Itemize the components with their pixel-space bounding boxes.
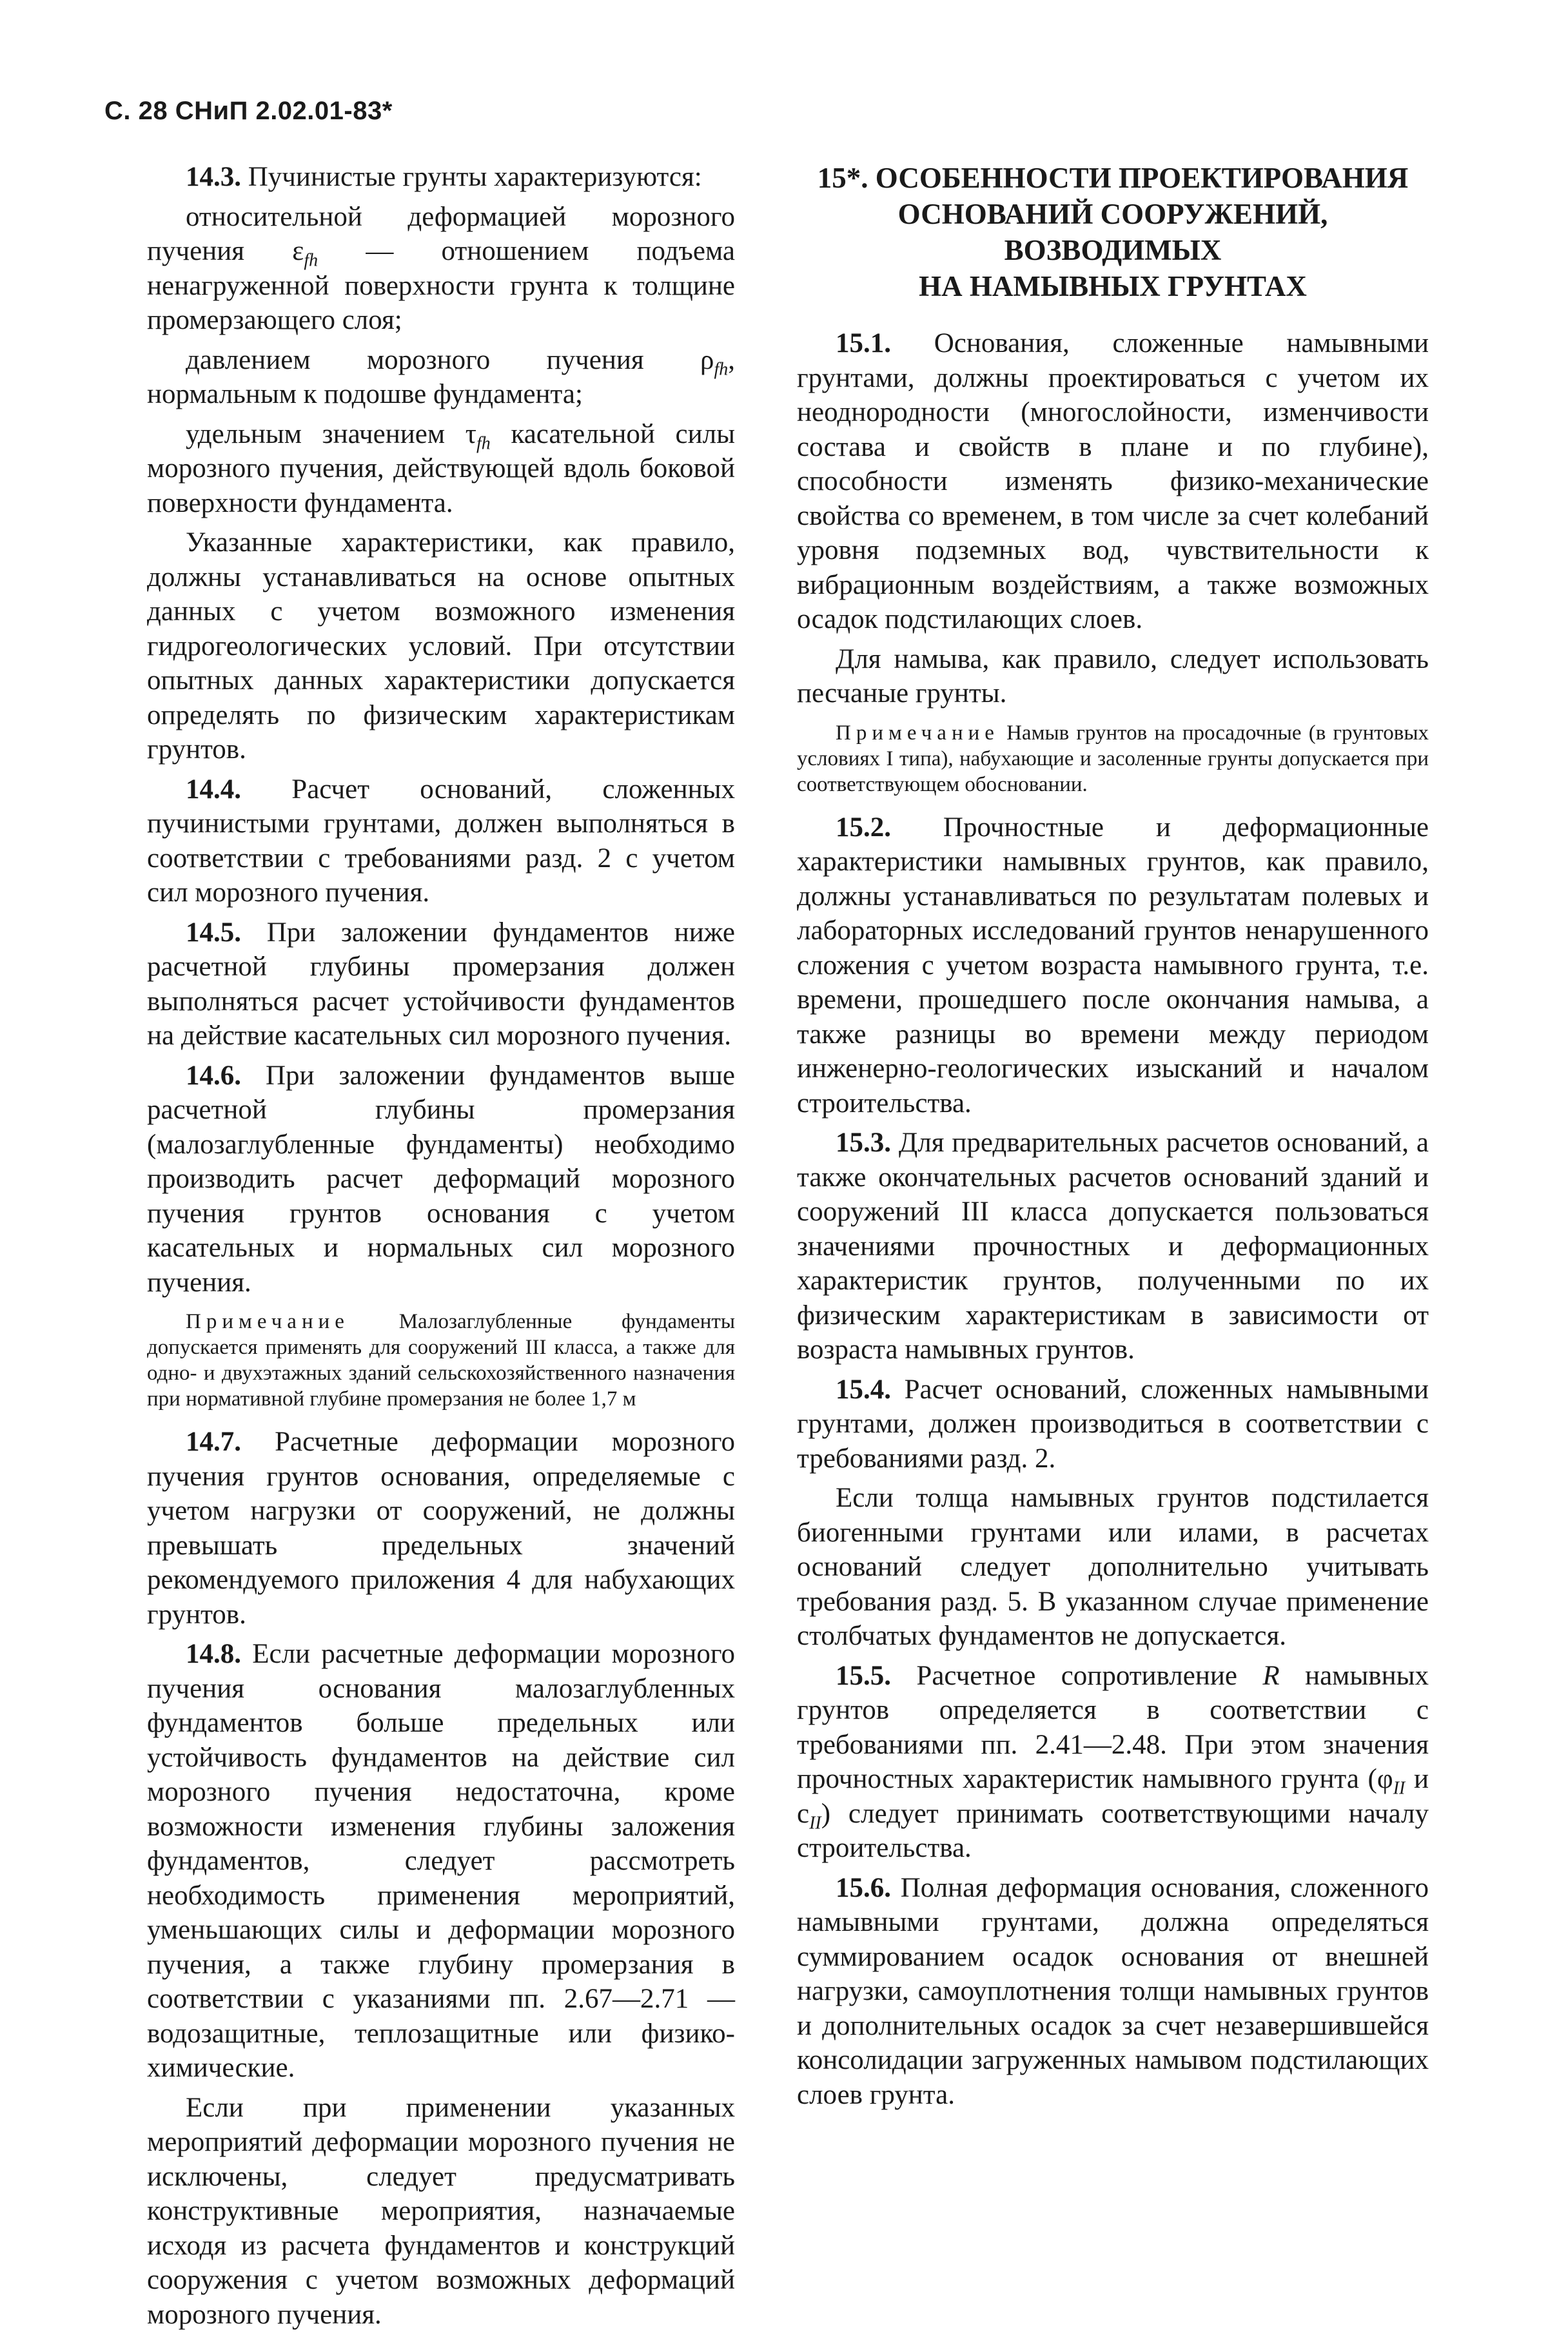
paragraph-14-5: 14.5. При заложении фундаментов ниже расчетной глубины промерзания должен выполняться расчет устойчивости фундаментов на действие касательных сил морозного пучения. — [147, 917, 735, 1051]
paragraph-15-2: 15.2. Прочностные и деформационные характеристики намывных грунтов, как правило, должны устанавливаться по результатам полевых и лабораторных исследований грунтов ненарушенного сложения с учетом возраста намывного грунта, т.е. времени, прошедшего после окончания намыва, а также разницы во времени между периодом инженерно-геологических изысканий и началом строительства. — [797, 812, 1429, 1119]
paragraph-14-3-a: относительной деформацией морозного пучения $\varepsilon_{fh}$ — отношением подъема ненагруженной поверхности грунта к толщине промерзающего слоя; — [147, 201, 735, 335]
paragraph-14-8: 14.8. Если расчетные деформации морозного пучения основания малозаглубленных фундаментов больше предельных или устойчивость фундаментов на действие сил морозного пучения недостаточна, кроме возможности изменения глубины заложения фундаментов, следует рассмотреть необходимость применения мероприятий, уменьшающих силы и деформации морозного пучения, а также глубину промерзания в соответствии с указаниями пп. 2.67—2.71 — водозащитные, теплозащитные или физико-химические. — [147, 1639, 735, 2083]
page-header: С. 28 СНиП 2.02.01-83* — [104, 97, 393, 125]
section-15-title: 15*. ОСОБЕННОСТИ ПРОЕКТИРОВАНИЯ ОСНОВАНИЙ СООРУЖЕНИЙ, ВОЗВОДИМЫХ НА НАМЫВНЫХ ГРУНТАХ — [817, 162, 1409, 302]
note-14-6: Примечание Малозаглубленные фундаменты допускается применять для сооружений III класса, а также для одно- и двухэтажных зданий сельскохозяйственного назначения при нормативной глубине промерзания не более 1,7 м — [147, 1310, 735, 1411]
paragraph-15-1: 15.1. Основания, сложенные намывными грунтами, должны проектироваться с учетом их неоднородности (многослойности, изменчивости состава и свойств в плане и по глубине), способности изменять физико-механические свойства со временем, в том числе за счет колебаний уровня подземных вод, чувствительности к вибрационным воздействиям, а также возможных осадок подстилающих слоев. — [797, 328, 1429, 634]
left-column — [147, 160, 735, 2337]
paragraph-15-1-b: Для намыва, как правило, следует использовать песчаные грунты. — [797, 643, 1429, 709]
paragraph-15-5: 15.5. Расчетное сопротивление R намывных грунтов определяется в соответствии с требованиями пп. 2.41—2.48. При этом значения прочностных характеристик намывного грунта ($\varphi_{II}$ и $c_{II}$) следует принимать соответствующими началу строительства. — [797, 1660, 1429, 1863]
paragraph-14-8-b: Если при применении указанных мероприятий деформации морозного пучения не исключены, следует предусматривать конструктивные мероприятия, назначаемые исходя из расчета фундаментов и конструкций сооружения с учетом возможных деформаций морозного пучения. — [147, 2092, 735, 2330]
paragraph-14-3-b: давлением морозного пучения $\rho_{fh}$, нормальным к подошве фундамента; — [147, 344, 735, 409]
note-15-1: Примечание Намыв грунтов на просадочные (в грунтовых условиях I типа), набухающие и засоленные грунты допускается при соответствующем обосновании. — [797, 721, 1429, 796]
paragraph-14-3-c: удельным значением $\tau_{fh}$ касательной силы морозного пучения, действующей вдоль боковой поверхности фундамента. — [147, 418, 735, 518]
paragraph-14-7: 14.7. Расчетные деформации морозного пучения грунтов основания, определяемые с учетом нагрузки от сооружений, не должны превышать предельных значений рекомендуемого приложения 4 для набухающих грунтов. — [147, 1427, 735, 1630]
paragraph-15-6: 15.6. Полная деформация основания, сложенного намывными грунтами, должна определяться суммированием осадок основания от внешней нагрузки, самоуплотнения толщи намывных грунтов и дополнительных осадок за счет незавершившейся консолидации загруженных намывом подстилающих слоев грунта. — [797, 1872, 1429, 2110]
paragraph-14-3-d: Указанные характеристики, как правило, должны устанавливаться на основе опытных данных с учетом возможного изменения гидрогеологических условий. При отсутствии опытных данных характеристики допускается определять по физическим характеристикам грунтов. — [147, 527, 735, 765]
paragraph-15-3: 15.3. Для предварительных расчетов оснований, а также окончательных расчетов оснований зданий и сооружений III класса допускается пользоваться значениями прочностных и деформационных характеристик грунтов, полученными по их физическим характеристикам в зависимости от возраста намывных грунтов. — [797, 1128, 1429, 1365]
paragraph-14-4: 14.4. Расчет оснований, сложенных пучинистыми грунтами, должен выполняться в соответствии с требованиями разд. 2 с учетом сил морозного пучения. — [147, 774, 735, 908]
right-column — [797, 160, 1429, 2117]
paragraph-14-3: 14.3. Пучинистые грунты характеризуются: — [186, 162, 702, 192]
paragraph-15-4: 15.4. Расчет оснований, сложенных намывными грунтами, должен производиться в соответствии с требованиями разд. 2. — [797, 1374, 1429, 1474]
paragraph-15-4-b: Если толща намывных грунтов подстилается биогенными грунтами или илами, в расчетах оснований следует дополнительно учитывать требования разд. 5. В указанном случае применение столбчатых фундаментов не допускается. — [797, 1483, 1429, 1651]
paragraph-14-6: 14.6. При заложении фундаментов выше расчетной глубины промерзания (малозаглубленные фундаменты) необходимо производить расчет деформаций морозного пучения грунтов основания с учетом касательных и нормальных сил морозного пучения. — [147, 1060, 735, 1298]
